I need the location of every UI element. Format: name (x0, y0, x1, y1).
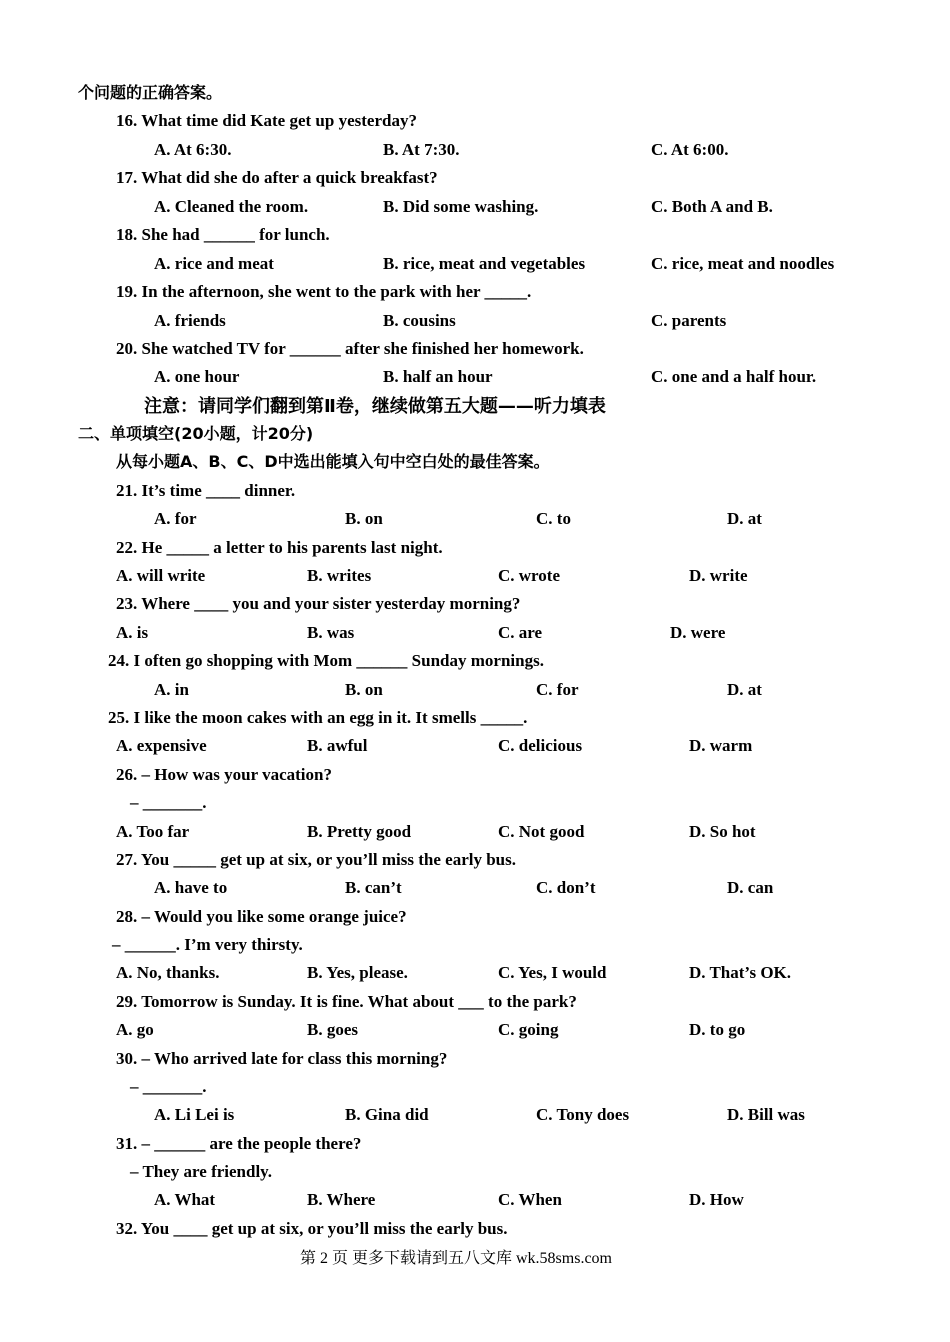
dialogue-reply: – _______. (130, 793, 207, 812)
option-c: C. Both A and B. (651, 197, 773, 216)
option-d: D. can (727, 878, 774, 897)
option-c: C. Tony does (536, 1105, 630, 1124)
option-d: D. at (727, 680, 762, 699)
option-b: B. rice, meat and vegetables (383, 254, 586, 273)
option-b: B. was (307, 623, 355, 642)
option-d: D. at (727, 509, 762, 528)
option-d: D. So hot (689, 822, 756, 841)
option-b: B. can’t (345, 878, 402, 897)
question-stem: 22. He _____ a letter to his parents last night. (116, 538, 443, 557)
option-d: D. That’s OK. (689, 963, 792, 982)
option-a: A. in (154, 680, 189, 699)
option-b: B. Gina did (345, 1105, 429, 1124)
option-d: D. Bill was (727, 1105, 805, 1124)
option-d: D. warm (689, 736, 753, 755)
option-a: A. go (116, 1020, 154, 1039)
option-b: B. on (345, 509, 383, 528)
option-a: A. expensive (116, 736, 207, 755)
option-b: B. writes (307, 566, 372, 585)
option-c: C. are (498, 623, 543, 642)
question-stem: 29. Tomorrow is Sunday. It is fine. What about ___ to the park? (116, 992, 577, 1011)
option-c: C. parents (651, 311, 727, 330)
option-c: C. going (498, 1020, 559, 1039)
option-b: B. Pretty good (307, 822, 412, 841)
option-c: C. one and a half hour. (651, 367, 817, 386)
option-a: A. rice and meat (154, 254, 274, 273)
option-d: D. How (689, 1190, 744, 1209)
option-c: C. Not good (498, 822, 585, 841)
question-stem: 28. – Would you like some orange juice? (116, 907, 407, 926)
question-stem: 23. Where ____ you and your sister yesterday morning? (116, 594, 521, 613)
option-b: B. Did some washing. (383, 197, 539, 216)
section-instruction: 从每小题A、B、C、D中选出能填入句中空白处的最佳答案。 (116, 452, 550, 471)
option-d: D. to go (689, 1020, 746, 1039)
option-c: C. rice, meat and noodles (651, 254, 835, 273)
question-stem: 31. – ______ are the people there? (116, 1134, 362, 1153)
option-a: A. one hour (154, 367, 240, 386)
option-c: C. for (536, 680, 579, 699)
option-b: B. Yes, please. (307, 963, 408, 982)
option-b: B. cousins (383, 311, 456, 330)
page-footer: 第 2 页 更多下载请到五八文库 wk.58sms.com (300, 1250, 613, 1267)
notice-text: 注意：请同学们翻到第Ⅱ卷，继续做第五大题——听力填表 (144, 396, 606, 417)
option-a: A. No, thanks. (116, 963, 220, 982)
option-a: A. is (116, 623, 149, 642)
option-a: A. Li Lei is (154, 1105, 235, 1124)
option-d: D. write (689, 566, 748, 585)
option-b: B. goes (307, 1020, 358, 1039)
option-c: C. to (536, 509, 571, 528)
option-b: B. Where (307, 1190, 376, 1209)
question-stem: 17. What did she do after a quick breakfast? (116, 168, 438, 187)
question-stem: 16. What time did Kate get up yesterday? (116, 111, 417, 130)
option-a: A. will write (116, 566, 206, 585)
option-a: A. friends (154, 311, 226, 330)
option-a: A. Cleaned the room. (154, 197, 309, 216)
option-a: A. have to (154, 878, 228, 897)
option-a: A. At 6:30. (154, 140, 232, 159)
question-stem: 30. – Who arrived late for class this morning? (116, 1049, 448, 1068)
option-c: C. don’t (536, 878, 596, 897)
intro-text: 个问题的正确答案。 (78, 83, 223, 102)
question-stem: 19. In the afternoon, she went to the park with her _____. (116, 282, 532, 301)
question-stem: 32. You ____ get up at six, or you’ll miss the early bus. (116, 1219, 508, 1238)
question-stem: 21. It’s time ____ dinner. (116, 481, 296, 500)
option-b: B. on (345, 680, 383, 699)
option-b: B. awful (307, 736, 368, 755)
option-b: B. half an hour (383, 367, 493, 386)
section-title: 二、单项填空(20小题，计20分) (78, 424, 314, 443)
question-stem: 24. I often go shopping with Mom ______ Sunday mornings. (108, 651, 544, 670)
question-stem: 18. She had ______ for lunch. (116, 225, 330, 244)
option-a: A. for (154, 509, 197, 528)
option-c: C. delicious (498, 736, 583, 755)
option-d: D. were (670, 623, 726, 642)
question-stem: 27. You _____ get up at six, or you’ll miss the early bus. (116, 850, 516, 869)
option-c: C. At 6:00. (651, 140, 729, 159)
option-a: A. Too far (116, 822, 190, 841)
question-stem: 26. – How was your vacation? (116, 765, 332, 784)
option-b: B. At 7:30. (383, 140, 460, 159)
dialogue-reply: – _______. (130, 1077, 207, 1096)
question-stem: 25. I like the moon cakes with an egg in it. It smells _____. (108, 708, 528, 727)
option-c: C. wrote (498, 566, 560, 585)
dialogue-reply: – ______. I’m very thirsty. (112, 935, 303, 954)
option-a: A. What (154, 1190, 216, 1209)
option-c: C. When (498, 1190, 562, 1209)
question-stem: 20. She watched TV for ______ after she finished her homework. (116, 339, 584, 358)
dialogue-reply: – They are friendly. (130, 1162, 272, 1181)
option-c: C. Yes, I would (498, 963, 607, 982)
